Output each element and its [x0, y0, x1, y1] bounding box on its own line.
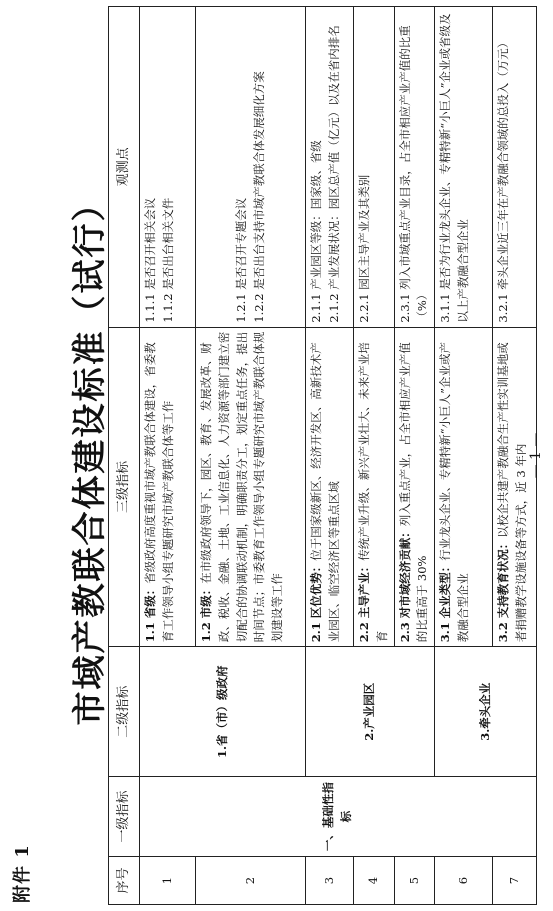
row-no: 6 [435, 857, 493, 905]
level3-title: 3.2 支持教育状况： [496, 537, 511, 643]
level3-text: 列入重点产业，占全市相应产业产值的比重高于 30% [397, 342, 430, 643]
observation-item: 3.1.1 是否为行业龙头企业、专精特新“小巨人”企业或省级及以上产教融合型企业 [438, 13, 471, 323]
attachment-label: 附件 1 [12, 844, 33, 903]
table-row [140, 7, 196, 905]
standards-table-wrap [108, 6, 537, 905]
level3-title: 3.1 企业类型： [438, 560, 453, 643]
level3-cell [140, 327, 196, 647]
level3-cell [196, 327, 306, 647]
level3-cell [306, 327, 354, 647]
level1-cell: 一、基础性指标 [140, 777, 537, 857]
level2-cell: 3.牵头企业 [435, 647, 537, 777]
level3-title: 1.2 市级： [199, 583, 213, 643]
table-row [435, 7, 493, 905]
observation-cell [196, 7, 306, 328]
row-no: 3 [306, 857, 354, 905]
level3-text: 以校企共建产教融合生产性实训基地或者捐赠教学设施设备等方式，近 3 年内 [496, 342, 529, 643]
header-level3: 三级指标 [109, 327, 140, 647]
observation-item: 1.1.2 是否出台相关文件 [160, 197, 175, 323]
level3-title: 2.2 主导产业： [357, 560, 371, 643]
level3-text: 省级政府高度重视市域产教联合体建设，省委教育工作领导小组专题研究市域产教联合体等工作 [143, 342, 175, 643]
level2-cell: 1.省（市）级政府 [140, 647, 306, 777]
observation-cell [435, 7, 493, 328]
row-no: 7 [493, 857, 537, 905]
observation-cell [394, 7, 435, 328]
level3-title: 2.3 对市域经济贡献： [397, 526, 412, 643]
page-number: — 1 — [528, 432, 544, 479]
level3-text: 位于国家级新区、经济开发区、高新技术产业园区、临空经济区等重点区域 [309, 342, 341, 643]
observation-cell [354, 7, 395, 328]
level3-cell [394, 327, 435, 647]
observation-item: 2.3.1 列入市域重点产业目录，占全市相应产业产值的比重（%） [397, 25, 430, 323]
observation-item: 3.2.1 牵头企业近三年在产教融合领域的总投入（万元） [496, 36, 511, 323]
observation-cell [140, 7, 196, 328]
observation-item: 2.1.2 产业发展状况：园区总产值（亿元）以及在省内排名 [326, 25, 341, 323]
level3-text: 行业龙头企业、专精特新“小巨人”企业或产教融合型企业 [438, 341, 471, 643]
observation-item: 1.2.1 是否召开专题会议 [233, 197, 248, 323]
level3-cell [435, 327, 493, 647]
level3-title: 1.1 省级： [143, 583, 157, 643]
row-no: 4 [354, 857, 395, 905]
row-no: 2 [196, 857, 306, 905]
document-title: 市域产教联合体建设标准（试行） [70, 185, 110, 726]
table-header-row [109, 7, 140, 905]
observation-item: 1.1.1 是否召开相关会议 [143, 197, 157, 323]
row-no: 5 [394, 857, 435, 905]
observation-item: 1.2.2 是否出台支持市域产教联合体发展细化方案 [251, 71, 266, 323]
observation-item: 2.2.1 园区主导产业及其类别 [357, 174, 371, 323]
header-level2: 二级指标 [109, 647, 140, 777]
observation-item: 2.1.1 产业园区等级：国家级、省级 [309, 140, 323, 323]
header-no: 序号 [109, 857, 140, 905]
observation-cell [306, 7, 354, 328]
standards-table [108, 6, 537, 905]
row-no: 1 [140, 857, 196, 905]
level3-cell [354, 327, 395, 647]
level3-text: 传统产业升级、新兴产业壮大、未来产业培育 [357, 342, 389, 643]
table-row [306, 7, 354, 905]
level3-title: 2.1 区位优势： [309, 560, 323, 643]
header-observation: 观测点 [109, 7, 140, 328]
level3-text: 在市级政府领导下，园区、教育、发展改革、财政、税收、金融、土地、工业信息化、人力资源等部门建立密切配合的协调联动机制，明确职责分工，划定重点任务，提出时间节点；市委教育工作领导小组专题研究市域产教联合体规划建设等工作 [199, 331, 285, 643]
header-level1: 一级指标 [109, 777, 140, 857]
level2-cell: 2.产业园区 [306, 647, 435, 777]
